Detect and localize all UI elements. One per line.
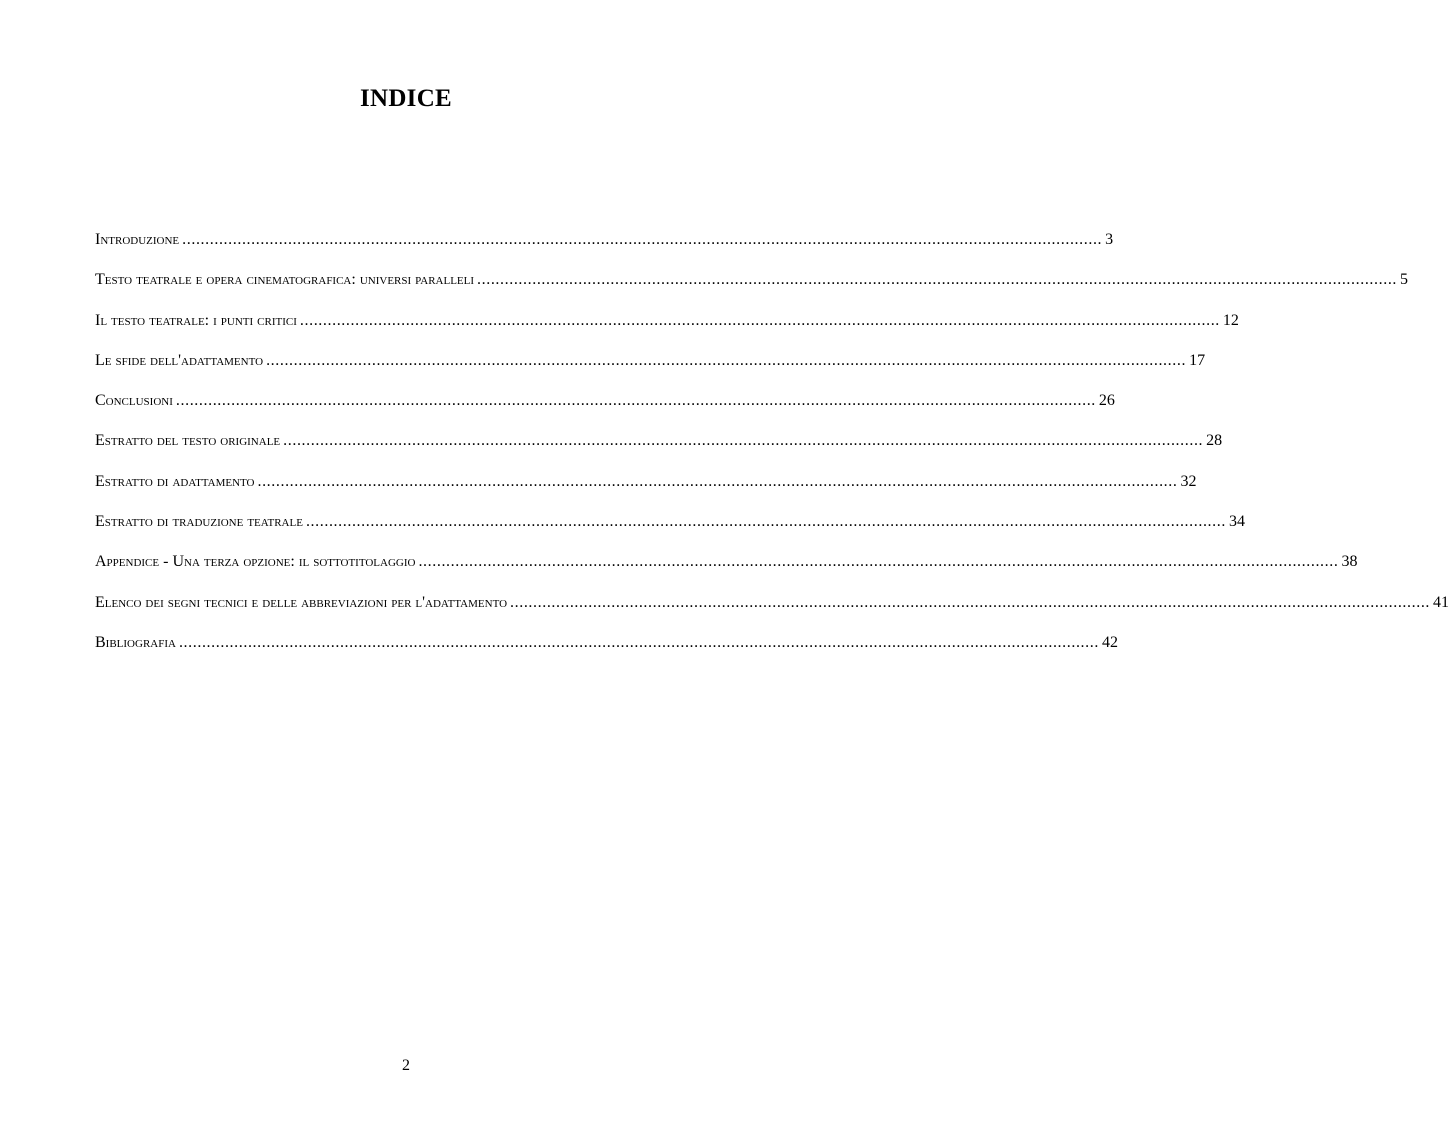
toc-leader-dots: ........................................................................................................................................................................................................ [178,633,1099,651]
toc-entry[interactable] [95,511,1245,551]
toc-entry[interactable] [95,269,1409,309]
toc-leader-dots: ........................................................................................................................................................................................................ [299,311,1220,329]
toc-leader-dots: ........................................................................................................................................................................................................ [266,351,1187,369]
toc-leader-dots: ........................................................................................................................................................................................................ [175,392,1096,410]
page-number: 2 [402,1057,410,1074]
toc-entry[interactable] [95,350,1206,390]
toc-entry[interactable] [95,551,1358,591]
toc-entry-label: Le sfide dell'adattamento [95,351,264,369]
toc-entry-page: 28 [1206,432,1223,450]
toc-leader-dots: ........................................................................................................................................................................................................ [305,513,1226,531]
toc-entry-page: 41 [1433,593,1449,611]
toc-entry[interactable] [95,390,1115,430]
toc-entry-page: 3 [1105,231,1114,248]
toc-leader-dots: ........................................................................................................................................................................................................ [418,553,1339,571]
toc-entry-page: 42 [1101,633,1118,651]
toc-entry-page: 34 [1228,513,1245,531]
toc-entry[interactable] [95,632,1118,672]
toc-entry-page: 17 [1189,351,1206,369]
toc-entry-label: Estratto del testo originale [95,432,281,450]
toc-entry-page: 32 [1180,472,1197,490]
toc-entry-label: Appendice - Una terza opzione: il sottotitolaggio [95,553,416,571]
toc-entry-page: 5 [1400,271,1409,289]
toc-entry-page: 38 [1341,553,1358,571]
toc-entry-label: Elenco dei segni tecnici e delle abbreviazioni per l'adattamento [95,593,508,611]
toc-entry-page: 12 [1222,311,1239,329]
toc-entry[interactable] [95,310,1239,350]
toc-entry[interactable] [95,430,1223,470]
toc-entry-label: Bibliografia [95,633,176,651]
toc-entry-label: Il testo teatrale: i punti critici [95,311,297,329]
toc-entry[interactable] [95,471,1197,511]
toc-entry-label: Introduzione [95,231,180,248]
toc-leader-dots: ........................................................................................................................................................................................................ [182,231,1103,248]
toc-entry-label: Estratto di traduzione teatrale [95,513,303,531]
table-of-contents [95,229,1449,672]
toc-entry[interactable] [95,229,1114,269]
toc-entry-label: Conclusioni [95,392,173,410]
page-title: INDICE [359,85,453,112]
toc-leader-dots: ........................................................................................................................................................................................................ [283,432,1204,450]
toc-entry-label: Testo teatrale e opera cinematografica: universi paralleli [95,271,475,289]
toc-leader-dots: ........................................................................................................................................................................................................ [510,593,1431,611]
toc-leader-dots: ........................................................................................................................................................................................................ [257,472,1178,490]
toc-leader-dots: ........................................................................................................................................................................................................ [477,271,1398,289]
toc-entry-page: 26 [1098,392,1115,410]
toc-entry-label: Estratto di adattamento [95,472,255,490]
toc-entry[interactable] [95,592,1449,632]
